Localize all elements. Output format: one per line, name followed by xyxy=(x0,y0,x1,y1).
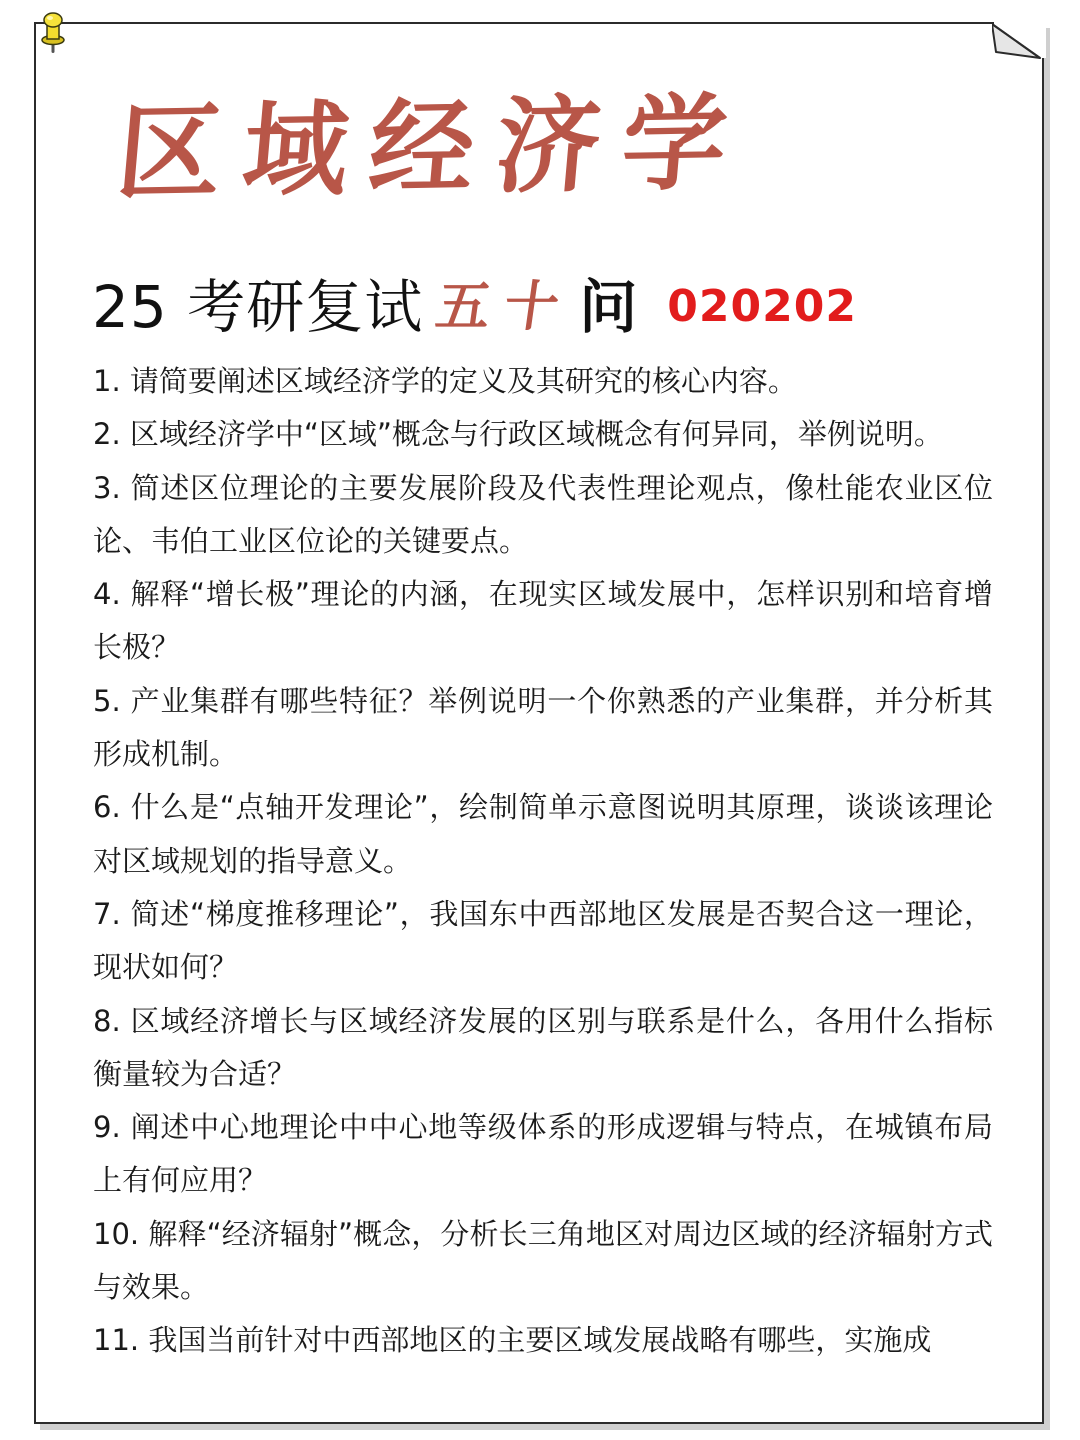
question-list xyxy=(93,355,993,1368)
question-item: 5. 产业集群有哪些特征？举例说明一个你熟悉的产业集群，并分析其形成机制。 xyxy=(93,683,993,772)
question-item: 8. 区域经济增长与区域经济发展的区别与联系是什么，各用什么指标衡量较为合适？ xyxy=(93,1003,993,1091)
subtitle-accent: 五十 xyxy=(432,273,578,338)
page-title: 区域经济学 xyxy=(112,80,754,215)
question-item: 10. 解释“经济辐射”概念，分析长三角地区对周边区域的经济辐射方式与效果。 xyxy=(93,1216,993,1305)
question-item: 1. 请简要阐述区域经济学的定义及其研究的核心内容。 xyxy=(93,364,797,398)
question-item: 2. 区域经济学中“区域”概念与行政区域概念有何异同，举例说明。 xyxy=(93,417,943,452)
question-item: 3. 简述区位理论的主要发展阶段及代表性理论观点，像杜能农业区位论、韦伯工业区位论的关键要点。 xyxy=(93,470,993,558)
question-item: 4. 解释“增长极”理论的内涵，在现实区域发展中，怎样识别和培育增长极？ xyxy=(93,577,993,665)
subtitle-tail: 问 xyxy=(579,273,638,341)
pushpin-icon xyxy=(40,10,66,54)
question-item: 11. 我国当前针对中西部地区的主要区域发展战略有哪些，实施成 xyxy=(93,1323,932,1358)
question-item: 7. 简述“梯度推移理论”，我国东中西部地区发展是否契合这一理论，现状如何？ xyxy=(93,896,993,985)
page-fold-icon xyxy=(992,22,1044,60)
subtitle-prefix: 25 考研复试 xyxy=(92,273,424,341)
subject-code: 020202 xyxy=(667,280,857,332)
question-item: 6. 什么是“点轴开发理论”，绘制简单示意图说明其原理，谈谈该理论对区域规划的指导意义。 xyxy=(93,790,993,878)
subtitle xyxy=(92,264,857,340)
question-item: 9. 阐述中心地理论中中心地等级体系的形成逻辑与特点，在城镇布局上有何应用？ xyxy=(93,1110,993,1198)
